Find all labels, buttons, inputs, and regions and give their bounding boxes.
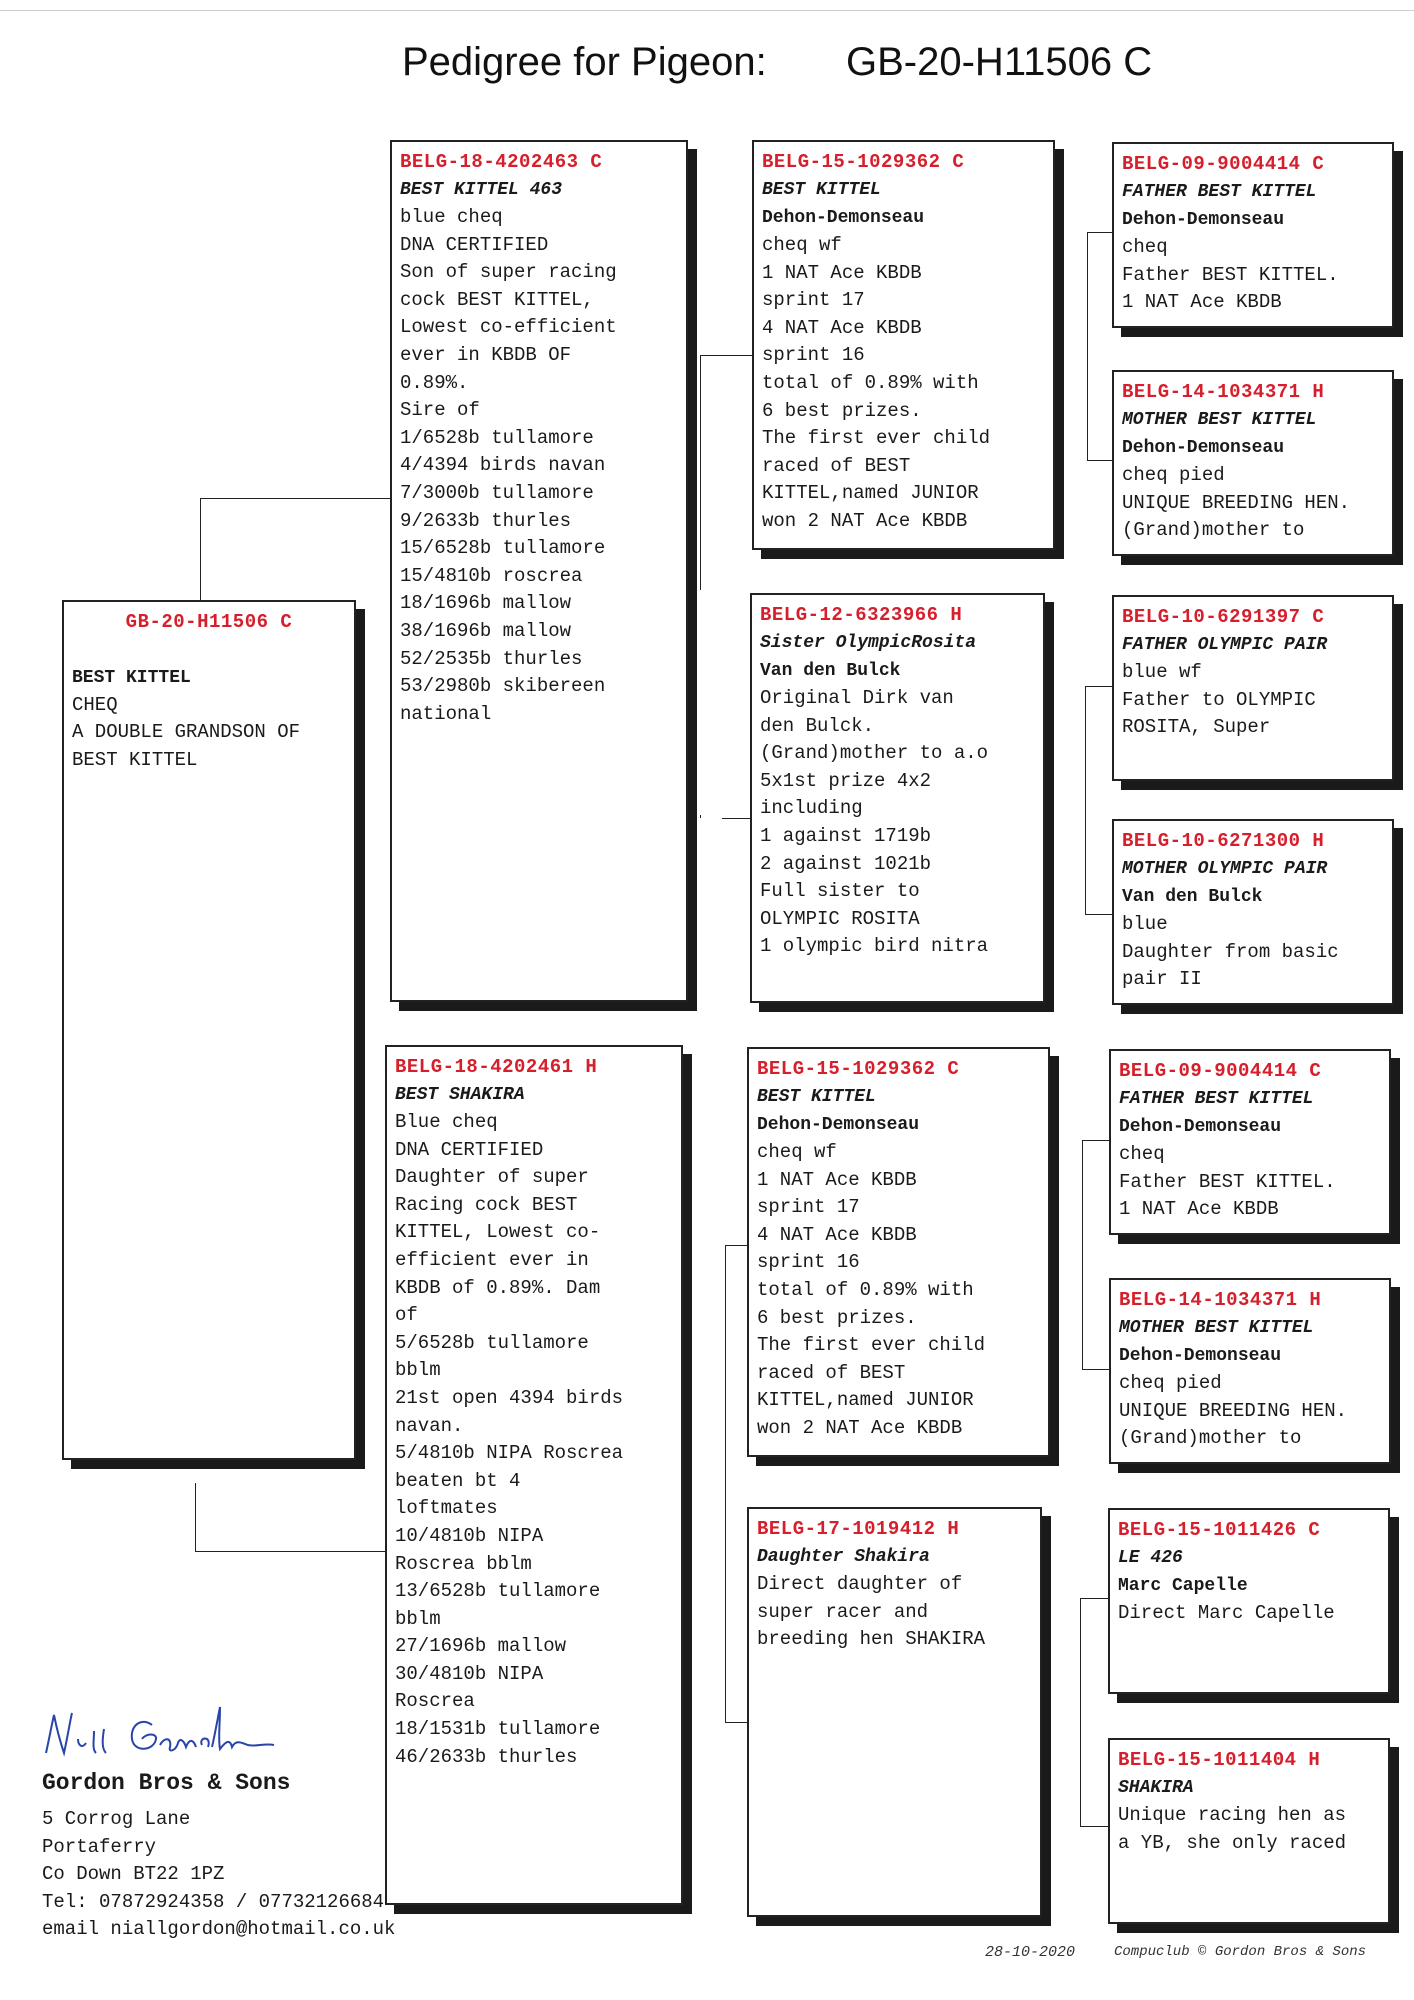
dam-dam-line: breeding hen SHAKIRA	[757, 1628, 986, 1651]
print-date: 28-10-2020	[985, 1944, 1076, 1961]
dam-line: DNA CERTIFIED	[395, 1138, 544, 1161]
sire-line: ever in KBDB OF	[400, 343, 572, 366]
dam-line: 5/6528b tullamore	[395, 1331, 589, 1354]
dam-sire-line: 4 NAT Ace KBDB	[757, 1223, 917, 1246]
connector	[1080, 1598, 1108, 1599]
sdd-line: blue	[1122, 913, 1168, 935]
sds-line: ROSITA, Super	[1122, 716, 1271, 739]
dss-name: FATHER BEST KITTEL	[1119, 1089, 1314, 1109]
connector	[1085, 686, 1086, 914]
top-rule	[0, 10, 1414, 11]
sss-ring: BELG-09-9004414 C	[1122, 153, 1325, 175]
subject-ring: GB-20-H11506 C	[125, 611, 293, 633]
sire-sire-card	[752, 140, 1055, 550]
dss-strain: Dehon-Demonseau	[1119, 1117, 1282, 1137]
sire-line: Son of super racing	[400, 261, 617, 284]
dam-line: beaten bt 4	[395, 1469, 521, 1492]
dam-line: 10/4810b NIPA	[395, 1524, 544, 1547]
dam-ring: BELG-18-4202461 H	[395, 1056, 598, 1078]
sire-sire-line: sprint 17	[762, 289, 865, 312]
sire-ring: BELG-18-4202463 C	[400, 151, 603, 173]
sire-dam-line: 1 olympic bird nitra	[760, 935, 989, 958]
connector	[1080, 1826, 1108, 1827]
dam-sire-line: cheq wf	[757, 1141, 837, 1163]
sire-line: Lowest co-efficient	[400, 316, 617, 339]
ssd-card	[1112, 370, 1394, 556]
sire-sire-line: raced of BEST	[762, 454, 911, 477]
breeder-address-line: 5 Corrog Lane	[42, 1808, 191, 1830]
ddd-ring: BELG-15-1011404 H	[1118, 1749, 1321, 1771]
dam-dam-ring: BELG-17-1019412 H	[757, 1518, 960, 1540]
dds-ring: BELG-15-1011426 C	[1118, 1519, 1321, 1541]
dam-dam-line: Direct daughter of	[757, 1573, 963, 1595]
dam-sire-line: 1 NAT Ace KBDB	[757, 1168, 917, 1191]
dam-line: 30/4810b NIPA	[395, 1662, 544, 1685]
sire-line: cock BEST KITTEL,	[400, 288, 594, 311]
sire-dam-ring: BELG-12-6323966 H	[760, 604, 963, 626]
ssd-strain: Dehon-Demonseau	[1122, 438, 1285, 458]
sire-line: blue cheq	[400, 206, 503, 228]
breeder-address-line: Portaferry	[42, 1835, 157, 1858]
breeder-name: Gordon Bros & Sons	[42, 1770, 291, 1796]
dam-line: Racing cock BEST	[395, 1193, 578, 1216]
dss-line: cheq	[1119, 1143, 1165, 1165]
dsd-line: cheq pied	[1119, 1372, 1222, 1394]
ssd-line: UNIQUE BREEDING HEN.	[1122, 491, 1351, 514]
connector	[1085, 914, 1112, 915]
sire-line: 15/4810b roscrea	[400, 564, 583, 587]
sire-dam-line: including	[760, 797, 863, 820]
dds-strain: Marc Capelle	[1118, 1576, 1248, 1596]
dam-sire-line: won 2 NAT Ace KBDB	[757, 1416, 963, 1439]
dsd-strain: Dehon-Demonseau	[1119, 1346, 1282, 1366]
connector	[700, 355, 752, 356]
dds-name: LE 426	[1118, 1548, 1183, 1568]
dam-line: efficient ever in	[395, 1248, 589, 1271]
connector	[1087, 232, 1112, 233]
dam-dam-card	[747, 1507, 1042, 1917]
sss-name: FATHER BEST KITTEL	[1122, 182, 1317, 202]
sire-line: 53/2980b skibereen	[400, 675, 606, 698]
dsd-name: MOTHER BEST KITTEL	[1119, 1318, 1314, 1338]
connector	[725, 1722, 747, 1723]
dam-line: 21st open 4394 birds	[395, 1386, 624, 1409]
dss-line: Father BEST KITTEL.	[1119, 1170, 1336, 1193]
connector	[1082, 1369, 1109, 1370]
sire-card	[390, 140, 688, 1002]
ddd-card	[1108, 1738, 1390, 1924]
sire-line: 18/1696b mallow	[400, 592, 572, 615]
ssd-name: MOTHER BEST KITTEL	[1122, 410, 1317, 430]
connector	[725, 1245, 726, 1722]
sire-sire-line: 4 NAT Ace KBDB	[762, 316, 922, 339]
connector	[1082, 1140, 1109, 1141]
dam-line: bblm	[395, 1359, 441, 1382]
dam-line: of	[395, 1304, 418, 1327]
sire-dam-line: 5x1st prize 4x2	[760, 769, 932, 792]
dam-line: 27/1696b mallow	[395, 1635, 567, 1658]
sire-dam-line: den Bulck.	[760, 714, 875, 737]
dam-card	[385, 1045, 683, 1905]
sss-line: Father BEST KITTEL.	[1122, 263, 1339, 286]
connector	[1080, 1598, 1081, 1826]
dam-line: Roscrea	[395, 1690, 475, 1713]
page-title-label: Pedigree for Pigeon:	[402, 40, 767, 84]
dam-line: KITTEL, Lowest co-	[395, 1221, 601, 1244]
sire-line: 4/4394 birds navan	[400, 454, 606, 477]
sire-line: 38/1696b mallow	[400, 619, 572, 642]
dam-line: 46/2633b thurles	[395, 1745, 578, 1768]
breeder-phone: Tel: 07872924358 / 07732126684	[42, 1890, 385, 1913]
sire-sire-line: 1 NAT Ace KBDB	[762, 261, 922, 284]
sire-line: 0.89%.	[400, 371, 469, 394]
sdd-line: pair II	[1122, 968, 1202, 991]
dam-line: Roscrea bblm	[395, 1552, 532, 1575]
sire-dam-line: 1 against 1719b	[760, 824, 932, 847]
ddd-name: SHAKIRA	[1118, 1778, 1194, 1798]
sire-sire-ring: BELG-15-1029362 C	[762, 151, 965, 173]
dam-sire-line: 6 best prizes.	[757, 1306, 917, 1329]
connector	[700, 355, 701, 590]
dam-line: loftmates	[395, 1497, 498, 1520]
breeder-block	[42, 1770, 395, 1944]
sire-line: 9/2633b thurles	[400, 509, 572, 532]
dam-line: navan.	[395, 1414, 464, 1437]
signature	[42, 1695, 282, 1765]
dds-line: Direct Marc Capelle	[1118, 1602, 1335, 1624]
sds-ring: BELG-10-6291397 C	[1122, 606, 1325, 628]
dam-line: Daughter of super	[395, 1166, 589, 1189]
breeder-address-line: Co Down BT22 1PZ	[42, 1863, 225, 1885]
sds-line: Father to OLYMPIC	[1122, 688, 1316, 711]
subject-line: CHEQ	[72, 693, 118, 716]
sss-line: cheq	[1122, 236, 1168, 258]
connector	[195, 1551, 385, 1552]
connector	[1087, 460, 1112, 461]
sire-sire-line: won 2 NAT Ace KBDB	[762, 509, 968, 532]
sire-sire-name: BEST KITTEL	[762, 180, 881, 200]
sire-dam-line: Original Dirk van	[760, 687, 954, 709]
dam-line: Blue cheq	[395, 1111, 498, 1133]
dss-card	[1109, 1049, 1391, 1235]
dam-sire-name: BEST KITTEL	[757, 1087, 876, 1107]
dam-name: BEST SHAKIRA	[395, 1085, 525, 1105]
ddd-line: Unique racing hen as	[1118, 1804, 1347, 1826]
dam-sire-line: raced of BEST	[757, 1361, 906, 1384]
dam-sire-line: sprint 17	[757, 1196, 860, 1219]
dam-sire-strain: Dehon-Demonseau	[757, 1115, 920, 1135]
dam-line: 13/6528b tullamore	[395, 1580, 601, 1603]
subject-name: BEST KITTEL	[72, 667, 191, 688]
ssd-line: cheq pied	[1122, 464, 1225, 486]
connector	[1082, 1140, 1083, 1369]
dam-line: 5/4810b NIPA Roscrea	[395, 1442, 624, 1465]
sire-dam-line: OLYMPIC ROSITA	[760, 907, 920, 930]
page-title-ring: GB-20-H11506 C	[846, 40, 1153, 84]
dam-line: 18/1531b tullamore	[395, 1718, 601, 1741]
connector	[195, 1483, 196, 1551]
dsd-ring: BELG-14-1034371 H	[1119, 1289, 1322, 1311]
dam-dam-name: Daughter Shakira	[757, 1547, 930, 1567]
dsd-line: (Grand)mother to	[1119, 1427, 1302, 1450]
connector	[722, 818, 723, 819]
connector	[195, 1462, 196, 1468]
sdd-line: Daughter from basic	[1122, 940, 1339, 963]
subject-line: BEST KITTEL	[72, 748, 198, 771]
sdd-card	[1112, 819, 1394, 1005]
sire-dam-line: 2 against 1021b	[760, 852, 932, 875]
sire-line: national	[400, 702, 492, 725]
dsd-card	[1109, 1278, 1391, 1464]
dam-sire-line: sprint 16	[757, 1251, 860, 1274]
sds-line: blue wf	[1122, 661, 1202, 683]
sire-sire-strain: Dehon-Demonseau	[762, 208, 925, 228]
connector	[1087, 232, 1088, 460]
dss-ring: BELG-09-9004414 C	[1119, 1060, 1322, 1082]
sire-sire-line: cheq wf	[762, 234, 842, 256]
sire-dam-card	[750, 593, 1045, 1003]
dam-dam-line: super racer and	[757, 1600, 929, 1623]
sss-card	[1112, 142, 1394, 328]
sire-line: 15/6528b tullamore	[400, 537, 606, 560]
connector	[200, 498, 201, 604]
sire-dam-line: (Grand)mother to a.o	[760, 742, 989, 765]
ssd-ring: BELG-14-1034371 H	[1122, 381, 1325, 403]
dsd-line: UNIQUE BREEDING HEN.	[1119, 1399, 1348, 1422]
sire-sire-line: sprint 16	[762, 344, 865, 367]
sss-line: 1 NAT Ace KBDB	[1122, 291, 1282, 314]
sire-line: DNA CERTIFIED	[400, 233, 549, 256]
connector	[1085, 686, 1112, 687]
dam-sire-ring: BELG-15-1029362 C	[757, 1058, 960, 1080]
sire-line: Sire of	[400, 399, 480, 422]
ssd-line: (Grand)mother to	[1122, 519, 1305, 542]
connector	[200, 498, 390, 499]
sdd-name: MOTHER OLYMPIC PAIR	[1122, 859, 1328, 879]
sire-sire-line: KITTEL,named JUNIOR	[762, 482, 979, 505]
breeder-email: email niallgordon@hotmail.co.uk	[42, 1918, 396, 1940]
dam-sire-line: The first ever child	[757, 1334, 986, 1357]
dam-line: bblm	[395, 1607, 441, 1630]
sdd-ring: BELG-10-6271300 H	[1122, 830, 1325, 852]
ddd-line: a YB, she only raced	[1118, 1831, 1347, 1854]
sire-name: BEST KITTEL 463	[400, 180, 563, 200]
sds-card	[1112, 595, 1394, 781]
sss-strain: Dehon-Demonseau	[1122, 210, 1285, 230]
sire-sire-line: total of 0.89% with	[762, 371, 979, 394]
dam-line: KBDB of 0.89%. Dam	[395, 1276, 601, 1299]
dam-sire-line: total of 0.89% with	[757, 1278, 974, 1301]
software-credit: Compuclub © Gordon Bros & Sons	[1114, 1944, 1367, 1960]
sire-line: 52/2535b thurles	[400, 647, 583, 670]
subject-line: A DOUBLE GRANDSON OF	[72, 721, 301, 744]
sire-dam-line: Full sister to	[760, 880, 920, 903]
dss-line: 1 NAT Ace KBDB	[1119, 1198, 1279, 1221]
connector	[700, 815, 701, 818]
sire-sire-line: 6 best prizes.	[762, 399, 922, 422]
dds-card	[1108, 1508, 1390, 1694]
dam-sire-line: KITTEL,named JUNIOR	[757, 1389, 974, 1412]
sds-name: FATHER OLYMPIC PAIR	[1122, 635, 1328, 655]
sire-line: 7/3000b tullamore	[400, 481, 594, 504]
dam-sire-card	[747, 1047, 1050, 1457]
sire-dam-name: Sister OlympicRosita	[760, 633, 977, 653]
sire-line: 1/6528b tullamore	[400, 426, 594, 449]
subject-card	[62, 600, 356, 1460]
sdd-strain: Van den Bulck	[1122, 887, 1263, 907]
sire-sire-line: The first ever child	[762, 427, 991, 450]
sire-dam-strain: Van den Bulck	[760, 661, 901, 681]
